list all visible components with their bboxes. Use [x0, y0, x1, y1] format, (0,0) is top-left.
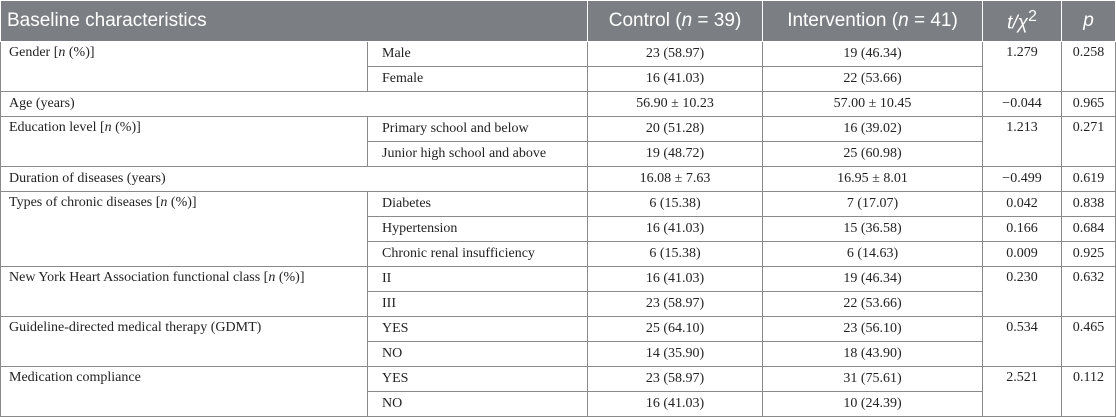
cell-statistic: −0.044	[983, 92, 1062, 117]
cell-intervention: 15 (36.58)	[763, 217, 983, 242]
cell-intervention: 19 (46.34)	[763, 267, 983, 292]
cell-p-value: 0.965	[1062, 92, 1116, 117]
cell-statistic: 0.534	[983, 317, 1062, 367]
cell-control: 23 (58.97)	[588, 292, 763, 317]
cell-statistic: −0.499	[983, 167, 1062, 192]
table-row	[1, 192, 1116, 217]
cell-intervention: 6 (14.63)	[763, 242, 983, 267]
sublabel-yes: YES	[368, 317, 588, 342]
cell-control: 16 (41.03)	[588, 67, 763, 92]
cell-p-value: 0.271	[1062, 117, 1116, 167]
sublabel-class-ii: II	[368, 267, 588, 292]
table-row	[1, 317, 1116, 342]
table-row	[1, 367, 1116, 392]
cell-p-value: 0.684	[1062, 217, 1116, 242]
sublabel-junior-high: Junior high school and above	[368, 142, 588, 167]
cell-statistic: 1.279	[983, 42, 1062, 92]
cell-intervention: 22 (53.66)	[763, 67, 983, 92]
cell-intervention: 16 (39.02)	[763, 117, 983, 142]
cell-statistic: 0.009	[983, 242, 1062, 267]
cell-control: 16 (41.03)	[588, 267, 763, 292]
table-row	[1, 117, 1116, 142]
cell-control: 6 (15.38)	[588, 192, 763, 217]
sublabel-yes: YES	[368, 367, 588, 392]
cell-statistic: 0.230	[983, 267, 1062, 317]
cell-control: 56.90 ± 10.23	[588, 92, 763, 117]
sublabel-no: NO	[368, 342, 588, 367]
cell-p-value: 0.112	[1062, 367, 1116, 417]
sublabel-class-iii: III	[368, 292, 588, 317]
header-intervention: Intervention (n = 41)	[763, 1, 983, 42]
cell-statistic: 1.213	[983, 117, 1062, 167]
cell-control: 14 (35.90)	[588, 342, 763, 367]
cell-control: 20 (51.28)	[588, 117, 763, 142]
cell-statistic: 0.042	[983, 192, 1062, 217]
row-label-duration: Duration of diseases (years)	[1, 167, 588, 192]
cell-control: 16 (41.03)	[588, 217, 763, 242]
cell-p-value: 0.258	[1062, 42, 1116, 92]
cell-control: 23 (58.97)	[588, 42, 763, 67]
cell-p-value: 0.632	[1062, 267, 1116, 317]
cell-control: 19 (48.72)	[588, 142, 763, 167]
sublabel-renal-insufficiency: Chronic renal insufficiency	[368, 242, 588, 267]
cell-control: 16 (41.03)	[588, 392, 763, 417]
table-row	[1, 167, 1116, 192]
row-label-chronic-diseases: Types of chronic diseases [n (%)]	[1, 192, 368, 267]
cell-p-value: 0.465	[1062, 317, 1116, 367]
cell-intervention: 23 (56.10)	[763, 317, 983, 342]
row-label-gdmt: Guideline-directed medical therapy (GDMT)	[1, 317, 368, 367]
cell-control: 25 (64.10)	[588, 317, 763, 342]
cell-control: 6 (15.38)	[588, 242, 763, 267]
cell-intervention: 18 (43.90)	[763, 342, 983, 367]
cell-p-value: 0.838	[1062, 192, 1116, 217]
header-characteristics: Baseline characteristics	[1, 1, 588, 42]
header-p-value: p	[1062, 1, 1116, 42]
row-label-medication-compliance: Medication compliance	[1, 367, 368, 417]
row-label-nyha: New York Heart Association functional class [n (%)]	[1, 267, 368, 317]
cell-p-value: 0.925	[1062, 242, 1116, 267]
cell-p-value: 0.619	[1062, 167, 1116, 192]
header-control: Control (n = 39)	[588, 1, 763, 42]
sublabel-female: Female	[368, 67, 588, 92]
sublabel-diabetes: Diabetes	[368, 192, 588, 217]
header-test-statistic: $t/\chi^2$	[983, 1, 1062, 42]
sublabel-no: NO	[368, 392, 588, 417]
table-row	[1, 267, 1116, 292]
cell-control: 16.08 ± 7.63	[588, 167, 763, 192]
cell-intervention: 25 (60.98)	[763, 142, 983, 167]
row-label-gender: Gender [n (%)]	[1, 42, 368, 92]
cell-intervention: 19 (46.34)	[763, 42, 983, 67]
cell-intervention: 57.00 ± 10.45	[763, 92, 983, 117]
table-row	[1, 92, 1116, 117]
cell-control: 23 (58.97)	[588, 367, 763, 392]
sublabel-male: Male	[368, 42, 588, 67]
cell-intervention: 22 (53.66)	[763, 292, 983, 317]
cell-intervention: 16.95 ± 8.01	[763, 167, 983, 192]
cell-intervention: 10 (24.39)	[763, 392, 983, 417]
sublabel-hypertension: Hypertension	[368, 217, 588, 242]
header-row	[1, 1, 1116, 42]
table-row	[1, 42, 1116, 67]
row-label-age: Age (years)	[1, 92, 588, 117]
row-label-education: Education level [n (%)]	[1, 117, 368, 167]
cell-intervention: 31 (75.61)	[763, 367, 983, 392]
cell-statistic: 2.521	[983, 367, 1062, 417]
cell-intervention: 7 (17.07)	[763, 192, 983, 217]
sublabel-primary-school: Primary school and below	[368, 117, 588, 142]
cell-statistic: 0.166	[983, 217, 1062, 242]
